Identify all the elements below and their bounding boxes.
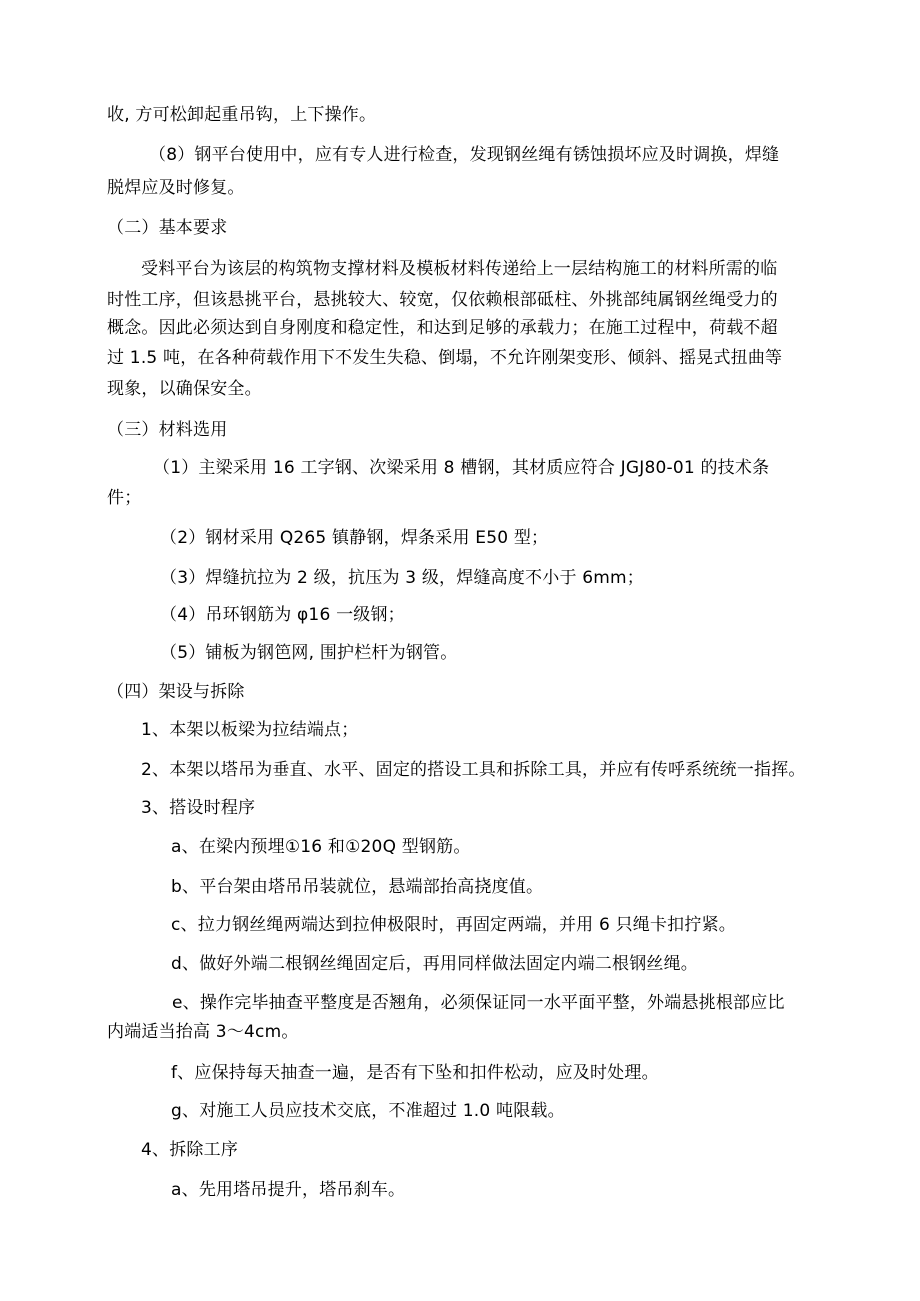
text-line: 脱焊应及时修复。 xyxy=(107,178,245,198)
text-line: 4、拆除工序 xyxy=(141,1140,239,1160)
text-line: b、平台架由塔吊吊装就位，悬端部抬高挠度值。 xyxy=(171,877,544,897)
text-line: （5）铺板为钢笆网, 围护栏杆为钢管。 xyxy=(160,643,458,663)
text-line: （3）焊缝抗拉为 2 级，抗压为 3 级，焊缝高度不小于 6mm； xyxy=(160,568,645,588)
text-line: 收, 方可松卸起重吊钩，上下操作。 xyxy=(107,105,377,125)
section-heading: （二）基本要求 xyxy=(107,218,228,238)
section-heading: （四）架设与拆除 xyxy=(107,682,245,702)
section-heading: （三）材料选用 xyxy=(107,420,228,440)
text-line: e、操作完毕抽查平整度是否翘角，必须保证同一水平面平整，外端悬挑根部应比 xyxy=(172,993,785,1013)
text-line: 概念。因此必须达到自身刚度和稳定性，和达到足够的承载力；在施工过程中，荷载不超 xyxy=(107,318,778,338)
text-line: c、拉力钢丝绳两端达到拉伸极限时，再固定两端，并用 6 只绳卡扣拧紧。 xyxy=(171,915,736,935)
text-line: 内端适当抬高 3～4cm。 xyxy=(107,1022,299,1042)
text-line: （8）钢平台使用中，应有专人进行检查，发现钢丝绳有锈蚀损坏应及时调换，焊缝 xyxy=(149,145,780,165)
text-line: 过 1.5 吨，在各种荷载作用下不发生失稳、倒塌，不允许刚架变形、倾斜、摇晃式扭曲等 xyxy=(107,348,783,368)
text-line: （1）主梁采用 16 工字钢、次梁采用 8 槽钢，其材质应符合 JGJ80-01 的技术条 xyxy=(153,458,770,478)
text-line: （4）吊环钢筋为 φ16 一级钢； xyxy=(160,605,405,625)
text-line: d、做好外端二根钢丝绳固定后，再用同样做法固定内端二根钢丝绳。 xyxy=(171,954,698,974)
text-line: 1、本架以板梁为拉结端点； xyxy=(141,720,359,740)
text-line: 件； xyxy=(107,488,142,508)
text-line: 3、搭设时程序 xyxy=(141,798,256,818)
text-line: 2、本架以塔吊为垂直、水平、固定的搭设工具和拆除工具，并应有传呼系统统一指挥。 xyxy=(141,760,806,780)
text-line: a、先用塔吊提升，塔吊刹车。 xyxy=(171,1180,406,1200)
text-line: g、对施工人员应技术交底，不准超过 1.0 吨限载。 xyxy=(171,1101,565,1121)
text-line: （2）钢材采用 Q265 镇静钢，焊条采用 E50 型； xyxy=(160,528,549,548)
text-line: a、在梁内预埋①16 和①20Q 型钢筋。 xyxy=(171,837,471,857)
text-line: 受料平台为该层的构筑物支撑材料及模板材料传递给上一层结构施工的材料所需的临 xyxy=(141,259,778,279)
text-line: f、应保持每天抽查一遍，是否有下坠和扣件松动，应及时处理。 xyxy=(171,1063,659,1083)
text-line: 时性工序，但该悬挑平台，悬挑较大、较宽，仅依赖根部砥柱、外挑部纯属钢丝绳受力的 xyxy=(107,290,778,310)
text-line: 现象，以确保安全。 xyxy=(107,379,262,399)
